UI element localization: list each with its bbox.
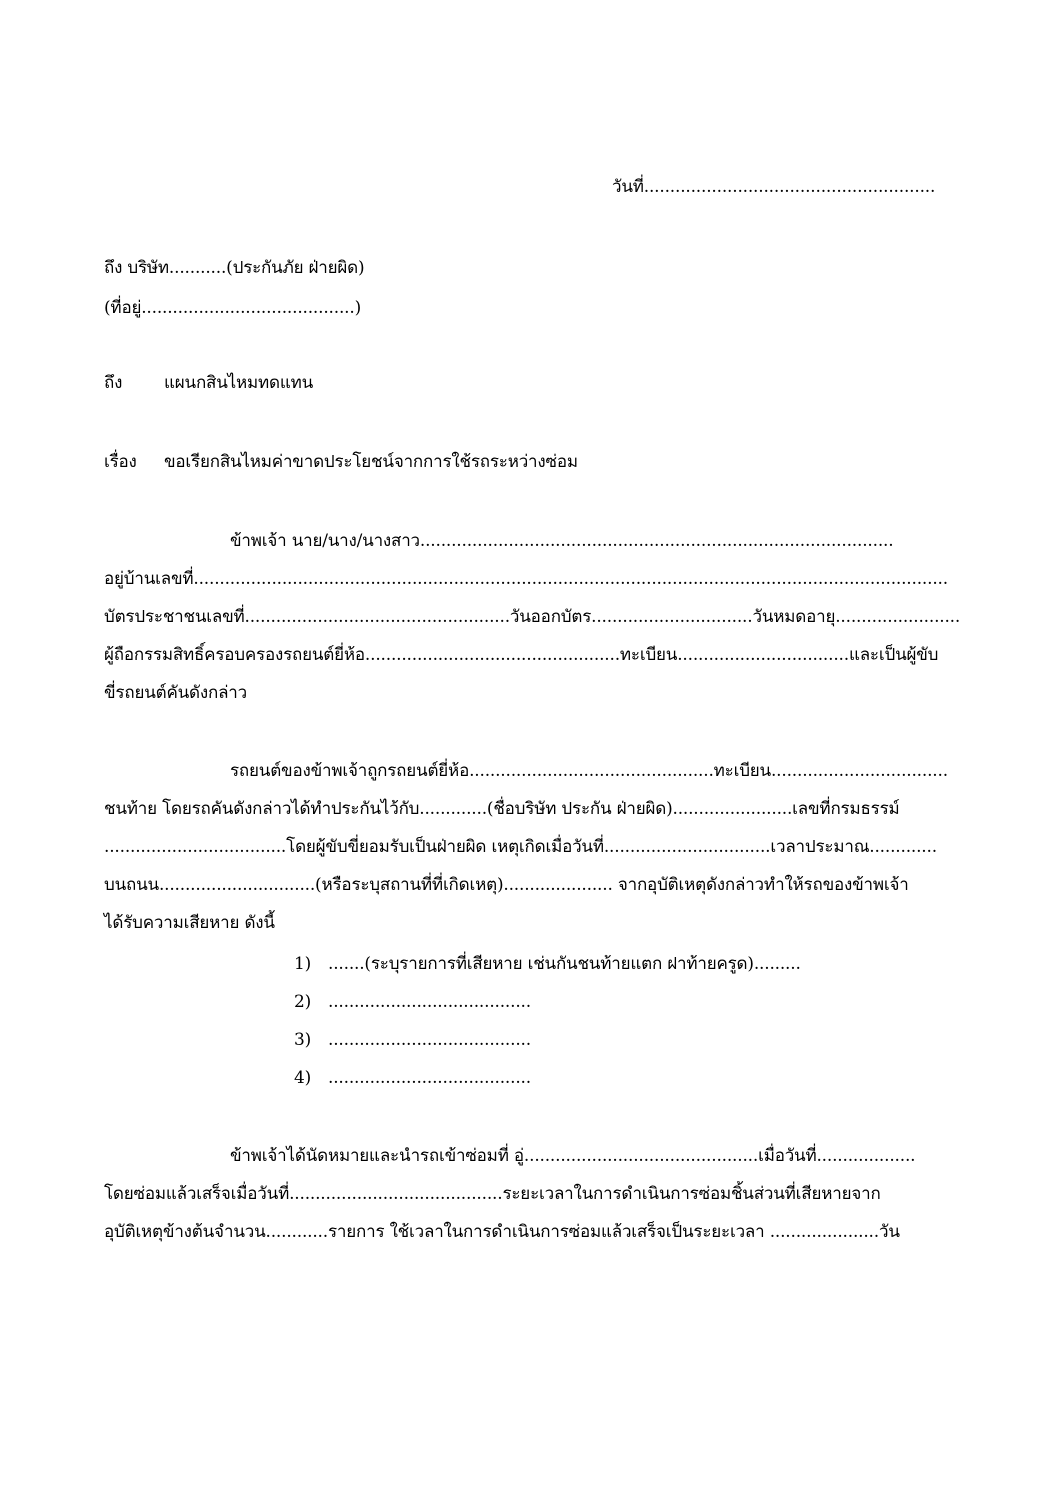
- paragraph-line: ชนท้าย โดยรถคันดังกล่าวได้ทำประกันไว้กับ.............(ชื่อบริษัท ประกัน ฝ่ายผิด).......................เลขที่กรมธรรม์: [104, 799, 900, 819]
- list-item-text: .......(ระบุรายการที่เสียหาย เช่นกันชนท้ายแตก ฝาท้ายครูด).........: [328, 954, 801, 974]
- list-item-text: .......................................: [328, 1030, 531, 1050]
- paragraph-line: อยู่บ้านเลขที่.................................................................................................................................................: [104, 569, 948, 589]
- to-department-value: แผนกสินไหมทดแทน: [164, 373, 314, 393]
- subject-value: ขอเรียกสินไหมค่าขาดประโยชน์จากการใช้รถระหว่างซ่อม: [164, 452, 578, 472]
- paragraph-line: ผู้ถือกรรมสิทธิ์ครอบครองรถยนต์ยี่ห้อ.................................................ทะเบียน.................................และเป็นผู้ขับ: [104, 645, 939, 665]
- list-item-text: .......................................: [328, 992, 531, 1012]
- list-item-number: 3): [294, 1030, 312, 1050]
- subject-label: เรื่อง: [104, 452, 137, 472]
- recipient-address-line: (ที่อยู่.........................................): [104, 298, 361, 318]
- paragraph-line: ขี่รถยนต์คันดังกล่าว: [104, 683, 248, 703]
- paragraph-line: ได้รับความเสียหาย ดังนี้: [104, 913, 275, 933]
- paragraph-line: ข้าพเจ้าได้นัดหมายและนำรถเข้าซ่อมที่ อู่.............................................เมื่อวันที่...................: [230, 1146, 916, 1166]
- list-item-number: 1): [294, 954, 312, 974]
- list-item-text: .......................................: [328, 1068, 531, 1088]
- paragraph-line: ข้าพเจ้า นาย/นาง/นางสาว...........................................................................................: [230, 531, 894, 551]
- date-line: วันที่........................................................: [612, 177, 936, 197]
- paragraph-line: รถยนต์ของข้าพเจ้าถูกรถยนต์ยี่ห้อ...............................................ทะเบียน..................................: [230, 761, 948, 781]
- list-item-number: 2): [294, 992, 312, 1012]
- to-department-label: ถึง: [104, 373, 123, 393]
- paragraph-line: ...................................โดยผู้ขับขี่ยอมรับเป็นฝ่ายผิด เหตุเกิดเมื่อวันที่................................เวลาประมาณ.............: [104, 837, 937, 857]
- paragraph-line: อุบัติเหตุข้างต้นจำนวน............รายการ ใช้เวลาในการดำเนินการซ่อมแล้วเสร็จเป็นระยะเวลา .....................วัน: [104, 1222, 900, 1242]
- paragraph-line: บัตรประชาชนเลขที่...................................................วันออกบัตร...............................วันหมดอายุ........................: [104, 607, 961, 627]
- paragraph-line: บนถนน..............................(หรือระบุสถานที่ที่เกิดเหตุ)..................... จากอุบัติเหตุดังกล่าวทำให้รถของข้าพเจ้า: [104, 875, 909, 895]
- paragraph-line: โดยซ่อมแล้วเสร็จเมื่อวันที่.........................................ระยะเวลาในการดำเนินการซ่อมชิ้นส่วนที่เสียหายจาก: [104, 1184, 881, 1204]
- list-item-number: 4): [294, 1068, 312, 1088]
- recipient-company-line: ถึง บริษัท...........(ประกันภัย ฝ่ายผิด): [104, 258, 365, 278]
